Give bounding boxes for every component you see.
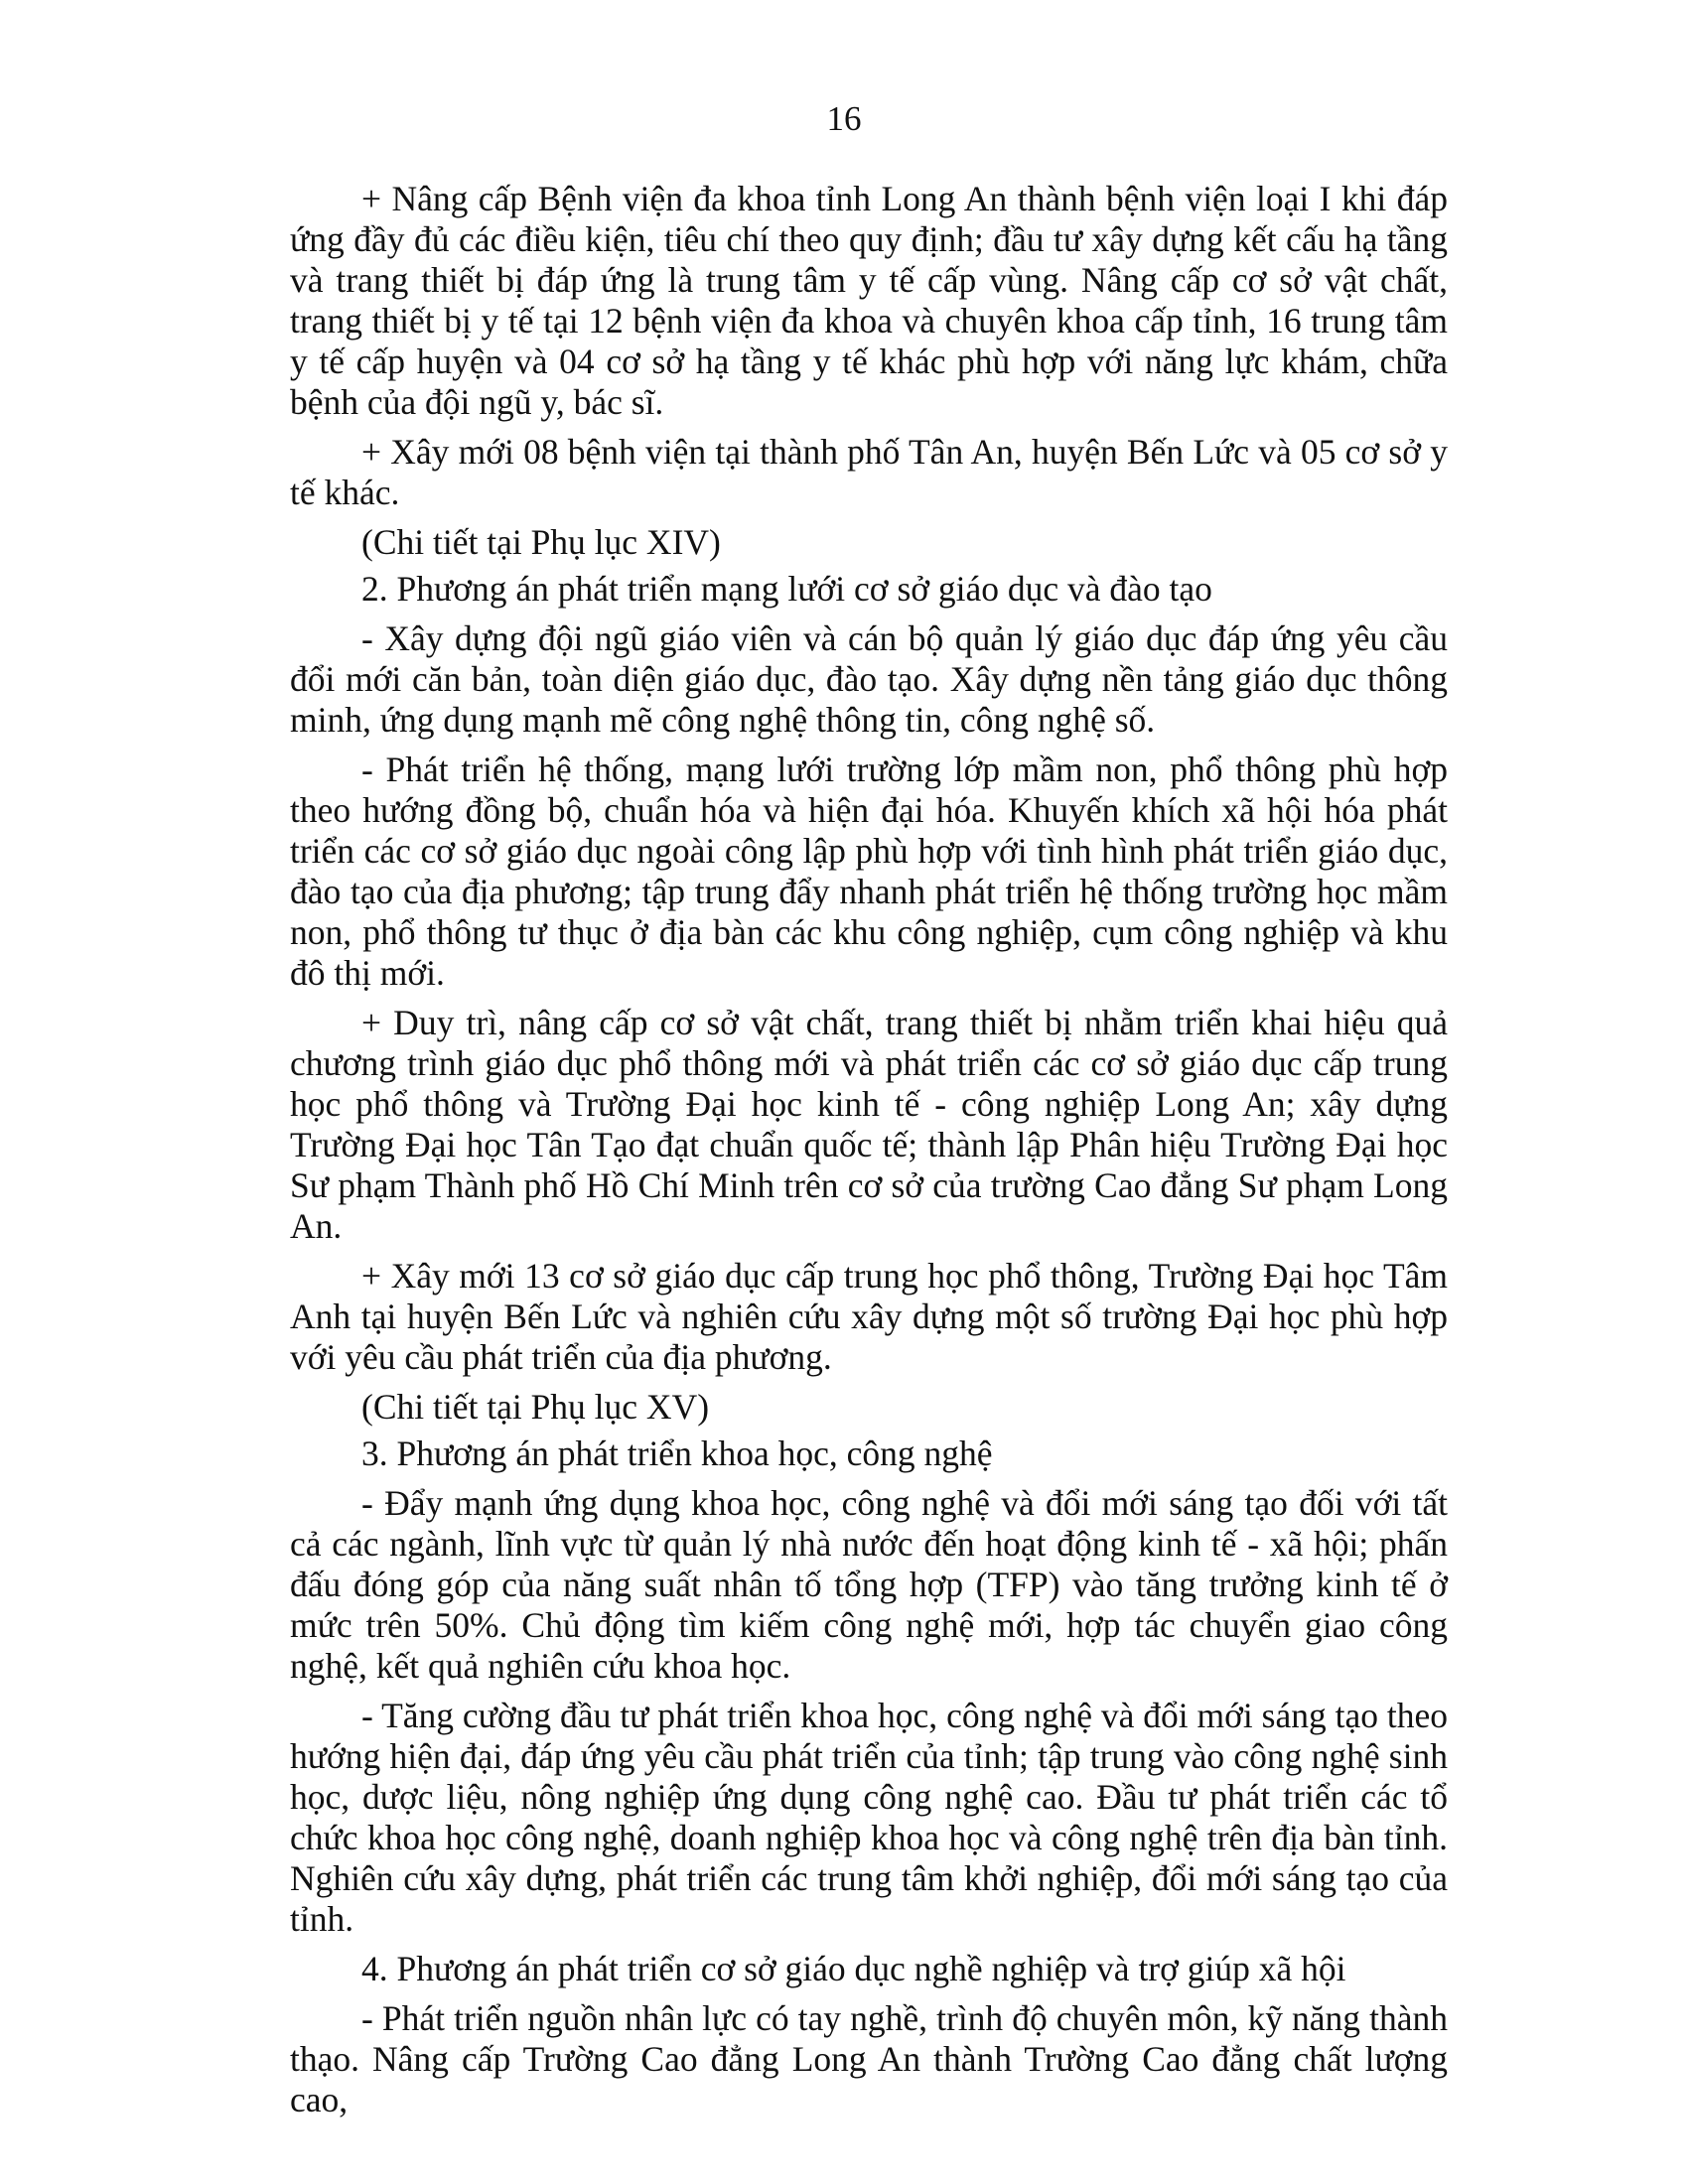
page-number: 16 xyxy=(826,99,862,138)
paragraph-appendix-xiv: (Chi tiết tại Phụ lục XIV) xyxy=(361,522,721,562)
paragraph-science-investment: - Tăng cường đầu tư phát triển khoa học, công nghệ và đổi mới sáng tạo theo hướng hiện đại, đáp ứng yêu cầu phát triển của tỉnh; tập trung vào công nghệ sinh học, dược liệu, nông nghiệp ứng dụng công nghệ cao. Đầu tư phát triển các tổ chức khoa học công nghệ, doanh nghiệp khoa học và công nghệ trên địa bàn tỉnh. Nghiên cứu xây dựng, phát triển các trung tâm khởi nghiệp, đổi mới sáng tạo của tỉnh. xyxy=(290,1696,1448,1939)
paragraph-new-hospitals: + Xây mới 08 bệnh viện tại thành phố Tân An, huyện Bến Lức và 05 cơ sở y tế khác. xyxy=(290,432,1448,512)
section-heading-science: 3. Phương án phát triển khoa học, công nghệ xyxy=(361,1433,993,1473)
section-heading-education: 2. Phương án phát triển mạng lưới cơ sở giáo dục và đào tạo xyxy=(361,569,1212,609)
paragraph-new-schools: + Xây mới 13 cơ sở giáo dục cấp trung học phổ thông, Trường Đại học Tâm Anh tại huyện Bến Lức và nghiên cứu xây dựng một số trường Đại học phù hợp với yêu cầu phát triển của địa phương. xyxy=(290,1256,1448,1377)
paragraph-science-application: - Đẩy mạnh ứng dụng khoa học, công nghệ và đổi mới sáng tạo đối với tất cả các ngành, lĩnh vực từ quản lý nhà nước đến hoạt động kinh tế - xã hội; phấn đấu đóng góp của năng suất nhân tố tổng hợp (TFP) vào tăng trưởng kinh tế ở mức trên 50%. Chủ động tìm kiếm công nghệ mới, hợp tác chuyển giao công nghệ, kết quả nghiên cứu khoa học. xyxy=(290,1483,1448,1686)
paragraph-facility-upgrade: + Duy trì, nâng cấp cơ sở vật chất, trang thiết bị nhằm triển khai hiệu quả chương trình giáo dục phổ thông mới và phát triển các cơ sở giáo dục cấp trung học phổ thông và Trường Đại học kinh tế - công nghiệp Long An; xây dựng Trường Đại học Tân Tạo đạt chuẩn quốc tế; thành lập Phân hiệu Trường Đại học Sư phạm Thành phố Hồ Chí Minh trên cơ sở của trường Cao đẳng Sư phạm Long An. xyxy=(290,1003,1448,1246)
section-heading-vocational: 4. Phương án phát triển cơ sở giáo dục nghề nghiệp và trợ giúp xã hội xyxy=(361,1949,1346,1988)
paragraph-school-network: - Phát triển hệ thống, mạng lưới trường lớp mầm non, phổ thông phù hợp theo hướng đồng bộ, chuẩn hóa và hiện đại hóa. Khuyến khích xã hội hóa phát triển các cơ sở giáo dục ngoài công lập phù hợp với tình hình phát triển giáo dục, đào tạo của địa phương; tập trung đẩy nhanh phát triển hệ thống trường học mầm non, phổ thông tư thục ở địa bàn các khu công nghiệp, cụm công nghiệp và khu đô thị mới. xyxy=(290,750,1448,993)
page-body xyxy=(290,179,1448,2129)
paragraph-hospital-upgrade: + Nâng cấp Bệnh viện đa khoa tỉnh Long An thành bệnh viện loại I khi đáp ứng đầy đủ các điều kiện, tiêu chí theo quy định; đầu tư xây dựng kết cấu hạ tầng và trang thiết bị đáp ứng là trung tâm y tế cấp vùng. Nâng cấp cơ sở vật chất, trang thiết bị y tế tại 12 bệnh viện đa khoa và chuyên khoa cấp tỉnh, 16 trung tâm y tế cấp huyện và 04 cơ sở hạ tầng y tế khác phù hợp với năng lực khám, chữa bệnh của đội ngũ y, bác sĩ. xyxy=(290,179,1448,422)
paragraph-human-resources: - Phát triển nguồn nhân lực có tay nghề, trình độ chuyên môn, kỹ năng thành thạo. Nâng cấp Trường Cao đẳng Long An thành Trường Cao đẳng chất lượng cao, xyxy=(290,1998,1448,2119)
paragraph-teacher-staff: - Xây dựng đội ngũ giáo viên và cán bộ quản lý giáo dục đáp ứng yêu cầu đổi mới căn bản, toàn diện giáo dục, đào tạo. Xây dựng nền tảng giáo dục thông minh, ứng dụng mạnh mẽ công nghệ thông tin, công nghệ số. xyxy=(290,618,1448,740)
paragraph-appendix-xv: (Chi tiết tại Phụ lục XV) xyxy=(361,1387,710,1427)
